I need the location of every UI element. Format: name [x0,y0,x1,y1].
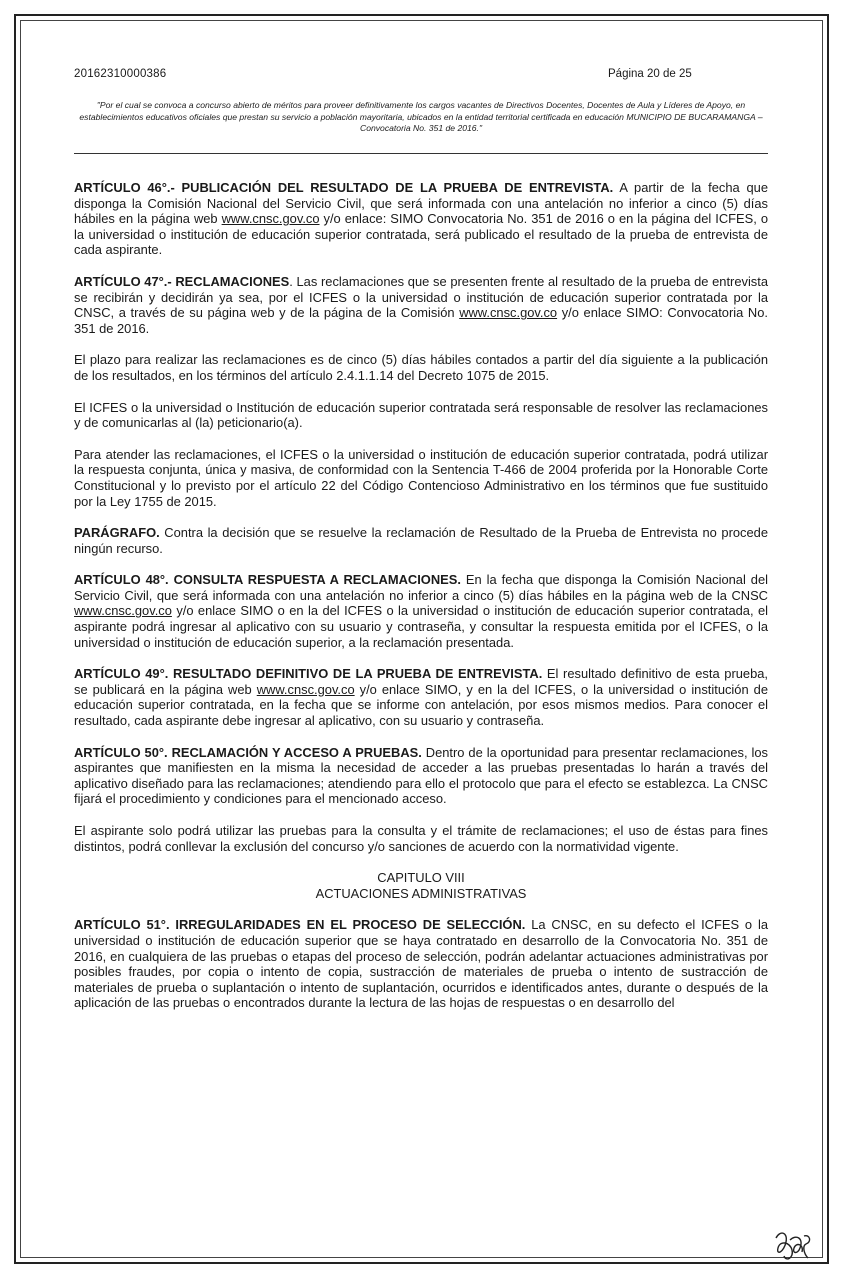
paragrafo: PARÁGRAFO. Contra la decisión que se resuelve la reclamación de Resultado de la Prueba de Entrevista no procede ningún recurso. [74,525,768,556]
article-51: ARTÍCULO 51°. IRREGULARIDADES EN EL PROCESO DE SELECCIÓN. La CNSC, en su defecto el ICFES o la universidad o institución de educación superior que se haya contratado en desarrollo de la Convocatoria No. 351 de 2016, en cualquiera de las pruebas o etapas del proceso de selección, podrán adelantar actuaciones administrativas por posibles fraudes, por copia o intento de copia, sustracción de materiales de prueba o intento de sustracción de materiales de prueba o suplantación o intento de suplantación, ocurridos e identificados antes, durante o después de la aplicación de las pruebas o encontrados durante la lectura de las hojas de respuestas o en desarrollo del [74,917,768,1011]
document-number: 20162310000386 [74,68,167,80]
article-46-title: ARTÍCULO 46°.- PUBLICACIÓN DEL RESULTADO DE LA PRUEBA DE ENTREVISTA. [74,180,614,195]
chapter-number: CAPITULO VIII [377,870,465,886]
article-50-paragraph-2: El aspirante solo podrá utilizar las pruebas para la consulta y el trámite de reclamaciones; el uso de éstas para fines distintos, podrá conllevar la exclusión del concurso y/o sanciones de acuerdo con la normatividad vigente. [74,823,768,854]
article-47-paragraph-4: Para atender las reclamaciones, el ICFES o la universidad o institución de educación superior contratada, podrá utilizar la respuesta conjunta, única y masiva, de conformidad con la Sentencia T-466 de 2004 proferida por la Honorable Corte Constitucional y lo previsto por el artículo 22 del Código Contencioso Administrativo en los términos que fue sustituido por la Ley 1755 de 2015. [74,446,768,509]
chapter-title: ACTUACIONES ADMINISTRATIVAS [315,885,527,901]
cnsc-link[interactable]: www.cnsc.gov.co [256,681,355,697]
chapter-heading [74,870,768,901]
cnsc-link[interactable]: www.cnsc.gov.co [74,603,172,619]
article-48: ARTÍCULO 48°. CONSULTA RESPUESTA A RECLAMACIONES. En la fecha que disponga la Comisión Nacional del Servicio Civil, que será informada con una antelación no inferior a cinco (5) días hábiles en la página web de la CNSC www.cnsc.gov.co y/o enlace SIMO o en la del ICFES o la universidad o institución de educación superior contratada, el aspirante podrá ingresar al aplicativo con su usuario y contraseña, y consultar la respuesta emitida por el ICFES, o la universidad o institución de educación superior, a la reclamación presentada. [74,572,768,650]
article-49: ARTÍCULO 49°. RESULTADO DEFINITIVO DE LA PRUEBA DE ENTREVISTA. El resultado definitivo de esta prueba, se publicará en la página web www.cnsc.gov.co y/o enlace SIMO, y en la del ICFES, o la universidad o institución de educación superior contratada, en la fecha que se informe con antelación, por esos mismos medios. Para conocer el resultado, cada aspirante debe ingresar al aplicativo, con su usuario y contraseña. [74,666,768,729]
document-body [74,180,768,1027]
handwritten-initials [772,1228,814,1266]
header-note: "Por el cual se convoca a concurso abierto de méritos para proveer definitivamente los cargos vacantes de Directivos Docentes, Docentes de Aula y Líderes de Apoyo, en establecimientos educativos oficiales que prestan su servicio a población mayoritaria, ubicados en la entidad territorial certificada en educación MUNICIPIO DE BUCARAMANGA – Convocatoria No. 351 de 2016." [79,100,763,133]
article-50: ARTÍCULO 50°. RECLAMACIÓN Y ACCESO A PRUEBAS. Dentro de la oportunidad para presentar reclamaciones, los aspirantes que manifiesten en la misma la necesidad de acceder a las pruebas presentadas lo harán a través del aplicativo diseñado para las reclamaciones; atendiendo para ello el protocolo que para el efecto se establezca. La CNSC fijará el procedimiento y condiciones para el mencionado acceso. [74,744,768,807]
article-47-title: ARTÍCULO 47°.- RECLAMACIONES [74,273,290,289]
article-49-title: ARTÍCULO 49°. RESULTADO DEFINITIVO DE LA PRUEBA DE ENTREVISTA. [74,666,543,682]
article-47-paragraph-3: El ICFES o la universidad o Institución de educación superior contratada será responsable de resolver las reclamaciones y de comunicarlas al (la) peticionario(a). [74,399,768,431]
article-47: ARTÍCULO 47°.- RECLAMACIONES. Las reclamaciones que se presenten frente al resultado de la prueba de entrevista se recibirán y decidirán ya sea, por el ICFES o la universidad o institución de educación superior contratada por la CNSC, a través de su página web y de la página de la Comisión www.cnsc.gov.co y/o enlace SIMO: Convocatoria No. 351 de 2016. [74,273,769,336]
paragrafo-title: PARÁGRAFO. [74,525,160,541]
article-47-paragraph-2: El plazo para realizar las reclamaciones es de cinco (5) días hábiles contados a partir del día siguiente a la publicación de los resultados, en los términos del artículo 2.4.1.1.14 del Decreto 1075 de 2015. [74,352,768,383]
page-number: Página 20 de 25 [608,68,692,80]
cnsc-link[interactable]: www.cnsc.gov.co [221,211,320,227]
article-51-title: ARTÍCULO 51°. IRREGULARIDADES EN EL PROCESO DE SELECCIÓN. [74,917,526,933]
cnsc-link[interactable]: www.cnsc.gov.co [459,305,558,321]
header-divider [74,153,768,154]
article-46: ARTÍCULO 46°.- PUBLICACIÓN DEL RESULTADO DE LA PRUEBA DE ENTREVISTA. A partir de la fecha que disponga la Comisión Nacional del Servicio Civil, que será informada con una antelación no inferior a cinco (5) días hábiles en la página web www.cnsc.gov.co y/o enlace: SIMO Convocatoria No. 351 de 2016 o en la página del ICFES, o la universidad o institución de educación superior contratada, será publicado el resultado de la prueba de entrevista de cada aspirante. [74,180,768,258]
article-48-title: ARTÍCULO 48°. CONSULTA RESPUESTA A RECLAMACIONES. [74,572,461,588]
article-50-title: ARTÍCULO 50°. RECLAMACIÓN Y ACCESO A PRUEBAS. [74,744,422,760]
